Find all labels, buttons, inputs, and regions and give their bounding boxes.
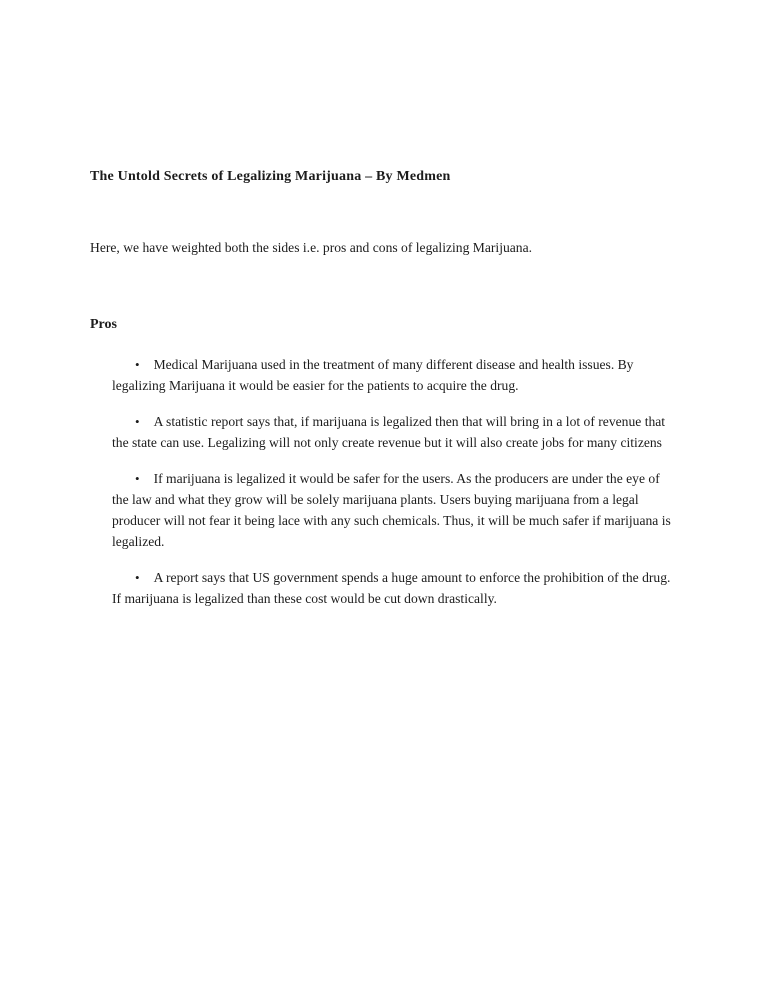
bullet-item-enforcement-cost (112, 567, 677, 609)
section-heading-pros: Pros (90, 317, 117, 332)
pros-bullet-list (90, 354, 677, 609)
bullet-item-safety (112, 468, 677, 552)
bullet-text: A statistic report says that, if marijuana is legalized then that will bring in a lot of revenue that the state can use. Legalizing will not only create revenue but it will also create jobs for many citizens (112, 414, 666, 450)
bullet-text: Medical Marijuana used in the treatment of many different disease and health issues. By legalizing Marijuana it would be easier for the patients to acquire the drug. (112, 357, 634, 393)
bullet-text: A report says that US government spends a huge amount to enforce the prohibition of the drug. If marijuana is legalized than these cost would be cut down drastically. (112, 570, 671, 606)
bullet-item-revenue (112, 411, 677, 453)
bullet-marker-icon: • (135, 357, 140, 372)
intro-paragraph: Here, we have weighted both the sides i.e. pros and cons of legalizing Marijuana. (90, 240, 533, 255)
bullet-text: If marijuana is legalized it would be safer for the users. As the producers are under the eye of the law and what they grow will be solely marijuana plants. Users buying marijuana from a legal producer will not fear it being lace with any such chemicals. Thus, it will be much safer if marijuana is legalized. (112, 471, 671, 549)
document-title: The Untold Secrets of Legalizing Marijuana – By Medmen (90, 169, 451, 184)
bullet-item-medical (112, 354, 677, 396)
bullet-marker-icon: • (135, 471, 140, 486)
bullet-marker-icon: • (135, 414, 140, 429)
bullet-marker-icon: • (135, 570, 140, 585)
